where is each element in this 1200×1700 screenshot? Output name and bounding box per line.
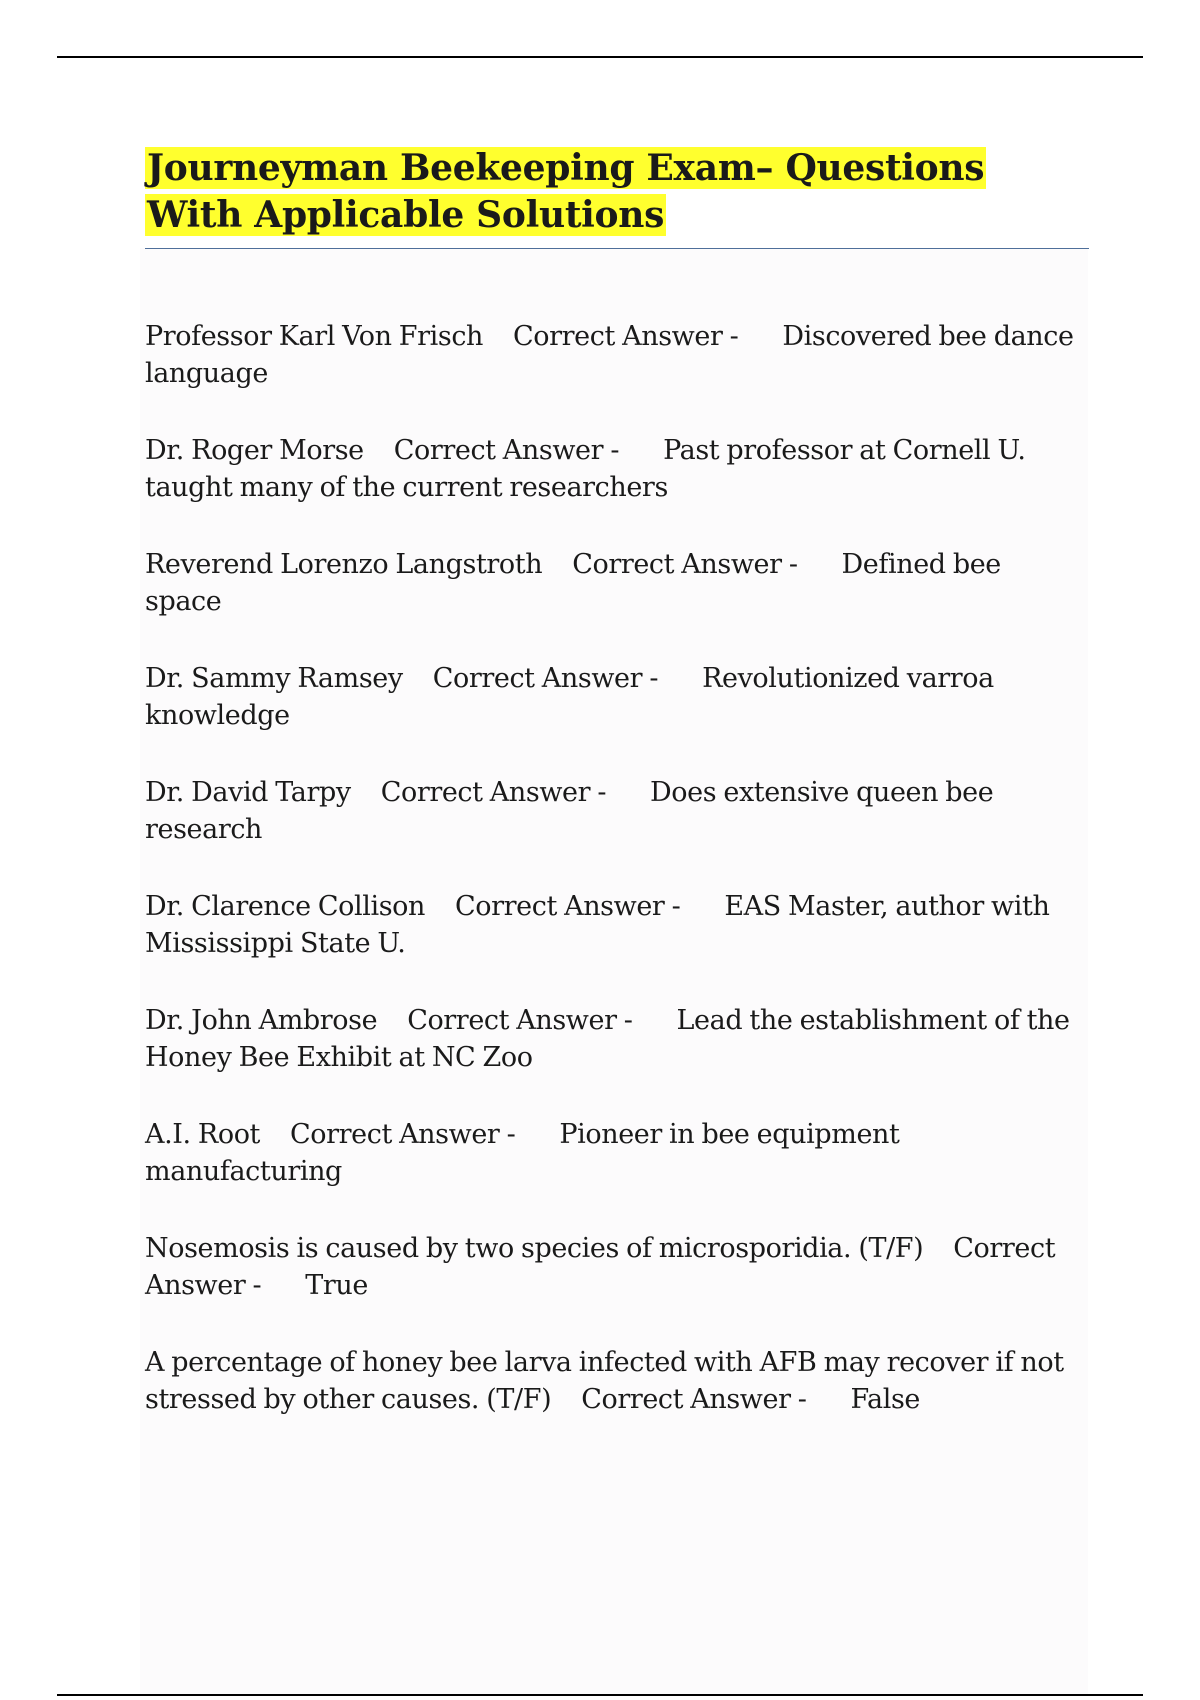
qa-item bbox=[145, 546, 1080, 620]
qa-item bbox=[145, 1344, 1080, 1418]
answer-separator: - bbox=[597, 777, 607, 808]
answer-text: Defined bee space bbox=[145, 549, 1001, 617]
answer-separator: - bbox=[671, 891, 681, 922]
answer-label: Correct Answer bbox=[455, 891, 665, 922]
answer-label: Correct Answer bbox=[380, 777, 591, 808]
answer-separator: - bbox=[729, 321, 739, 352]
answer-separator: - bbox=[506, 1119, 516, 1150]
answer-label: Correct Answer bbox=[513, 321, 723, 352]
answer-text: Pioneer in bee equipment manufacturing bbox=[145, 1119, 900, 1187]
answer-label: Correct Answer bbox=[145, 1233, 1056, 1301]
answer-text: Revolutionized varroa knowledge bbox=[145, 663, 994, 731]
qa-item bbox=[145, 318, 1080, 392]
title-block bbox=[145, 145, 1089, 239]
qa-item bbox=[145, 1230, 1080, 1304]
qa-item bbox=[145, 1116, 1080, 1190]
question-text: Reverend Lorenzo Langstroth bbox=[145, 549, 543, 580]
question-text: Dr. David Tarpy bbox=[145, 777, 351, 808]
answer-separator: - bbox=[649, 663, 659, 694]
answer-separator: - bbox=[797, 1384, 807, 1415]
answer-text: True bbox=[305, 1270, 368, 1301]
answer-label: Correct Answer bbox=[581, 1384, 791, 1415]
question-text: Dr. Clarence Collison bbox=[145, 891, 426, 922]
answer-label: Correct Answer bbox=[290, 1119, 500, 1150]
answer-separator: - bbox=[252, 1270, 262, 1301]
question-text: Professor Karl Von Frisch bbox=[145, 321, 484, 352]
answer-text: Past professor at Cornell U. taught many of the current researchers bbox=[145, 435, 1026, 503]
question-text: A.I. Root bbox=[145, 1119, 261, 1150]
answer-label: Correct Answer bbox=[407, 1005, 617, 1036]
question-text: Nosemosis is caused by two species of microsporidia. (T/F) bbox=[145, 1233, 924, 1264]
page-bottom-rule bbox=[57, 1694, 1143, 1696]
answer-separator: - bbox=[610, 435, 620, 466]
answer-text: Does extensive queen bee research bbox=[145, 777, 994, 845]
title-underline bbox=[145, 248, 1089, 249]
answer-label: Correct Answer bbox=[393, 435, 604, 466]
qa-list bbox=[145, 318, 1080, 1458]
answer-label: Correct Answer bbox=[572, 549, 782, 580]
answer-separator: - bbox=[788, 549, 798, 580]
question-text: Dr. Roger Morse bbox=[145, 435, 364, 466]
question-text: Dr. John Ambrose bbox=[145, 1005, 378, 1036]
answer-text: Lead the establishment of the Honey Bee Exhibit at NC Zoo bbox=[145, 1005, 1070, 1073]
question-text: A percentage of honey bee larva infected with AFB may recover if not stressed by other causes. (T/F) bbox=[145, 1347, 1064, 1415]
answer-separator: - bbox=[623, 1005, 633, 1036]
qa-item bbox=[145, 888, 1080, 962]
answer-text: False bbox=[850, 1384, 920, 1415]
answer-label: Correct Answer bbox=[432, 663, 643, 694]
question-text: Dr. Sammy Ramsey bbox=[145, 663, 403, 694]
qa-item bbox=[145, 660, 1080, 734]
answer-text: EAS Master, author with Mississippi State U. bbox=[145, 891, 1050, 959]
page-title: Journeyman Beekeeping Exam– Questions With Applicable Solutions bbox=[147, 147, 985, 236]
answer-text: Discovered bee dance language bbox=[145, 321, 1074, 389]
qa-item bbox=[145, 432, 1080, 506]
qa-item bbox=[145, 774, 1080, 848]
page-top-rule bbox=[57, 56, 1143, 58]
qa-item bbox=[145, 1002, 1080, 1076]
